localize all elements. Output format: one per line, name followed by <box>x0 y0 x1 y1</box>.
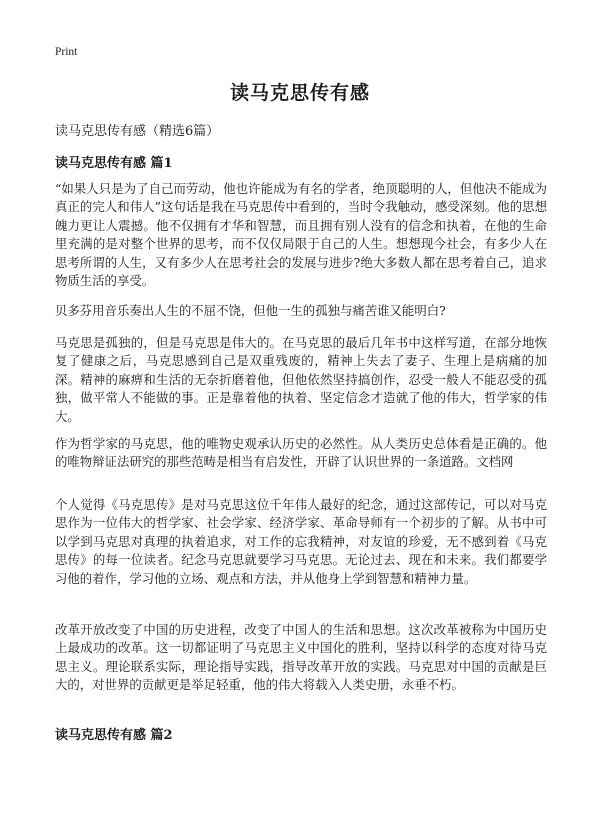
paragraph-2: 贝多芬用音乐奏出人生的不屈不饶，但他一生的孤独与痛苦谁又能明白? <box>55 303 446 318</box>
paragraph-6: 改革开放改变了中国的历史进程，改变了中国人的生活和思想。这次改革被称为中国历史上最成功的改革。这一切都证明了马克思主义中国化的胜利，坚持以科学的态度对待马克思主义。理论联系实际，理论指导实践，指导改革开放的实践。马克思对中国的贡献是巨大的，对世界的贡献更是举足轻重，他的伟大将载入人类史册，永垂不朽。 <box>55 622 547 693</box>
print-link[interactable]: Print <box>55 46 78 58</box>
paragraph-4: 作为哲学家的马克思，他的唯物史观承认历史的必然性。从人类历史总体看是正确的。他的唯物辩证法研究的那些范畴是相当有启发性，开辟了认识世界的一条道路。文档网 <box>55 436 547 470</box>
paragraph-5: 个人觉得《马克思传》是对马克思这位千年伟人最好的纪念，通过这部传记，可以对马克思作为一位伟大的哲学家、社会学家、经济学家、革命导师有一个初步的了解。从书中可以学到马克思对真理的执着追求，对工作的忘我精神，对友谊的珍爱，无不感到着《马克思传》的每一位读者。纪念马克思就要学习马克思。无论过去、现在和未来。我们都要学习他的着作，学习他的立场、观点和方法，并从他身上学到智慧和精神力量。 <box>55 497 547 586</box>
paragraph-1: “如果人只是为了自己而劳动，他也许能成为有名的学者，绝顶聪明的人，但他决不能成为真正的完人和伟人”这句话是我在马克思传中看到的，当时令我触动，感受深刻。他的思想魄力更让人震撼。他不仅拥有才华和智慧，而且拥有别人没有的信念和执着，在他的生命里充满的是对整个世界的思考，而不仅仅局限于自己的人生。想想现今社会，有多少人在思考所谓的人生，又有多少人在思考社会的发展与进步?绝大多数人都在思考着自己，追求物质生活的享受。 <box>55 181 547 289</box>
section-heading-1: 读马克思传有感 篇1 <box>55 156 173 171</box>
section-heading-2: 读马克思传有感 篇2 <box>55 728 173 743</box>
paragraph-3: 马克思是孤独的，但是马克思是伟大的。在马克思的最后几年书中这样写道，在部分地恢复了健康之后，马克思感到自己是双重残废的，精神上失去了妻子、生理上是病痛的加深。精神的麻痹和生活的无奈折磨着他，但他依然坚持搞创作，忍受一般人不能忍受的孤独，做平常人不能做的事。正是靠着他的执着、坚定信念才造就了他的伟大，哲学家的伟大。 <box>55 335 547 424</box>
document-subtitle: 读马克思传有感（精选6篇） <box>55 124 220 139</box>
page-title: 读马克思传有感 <box>229 82 370 104</box>
